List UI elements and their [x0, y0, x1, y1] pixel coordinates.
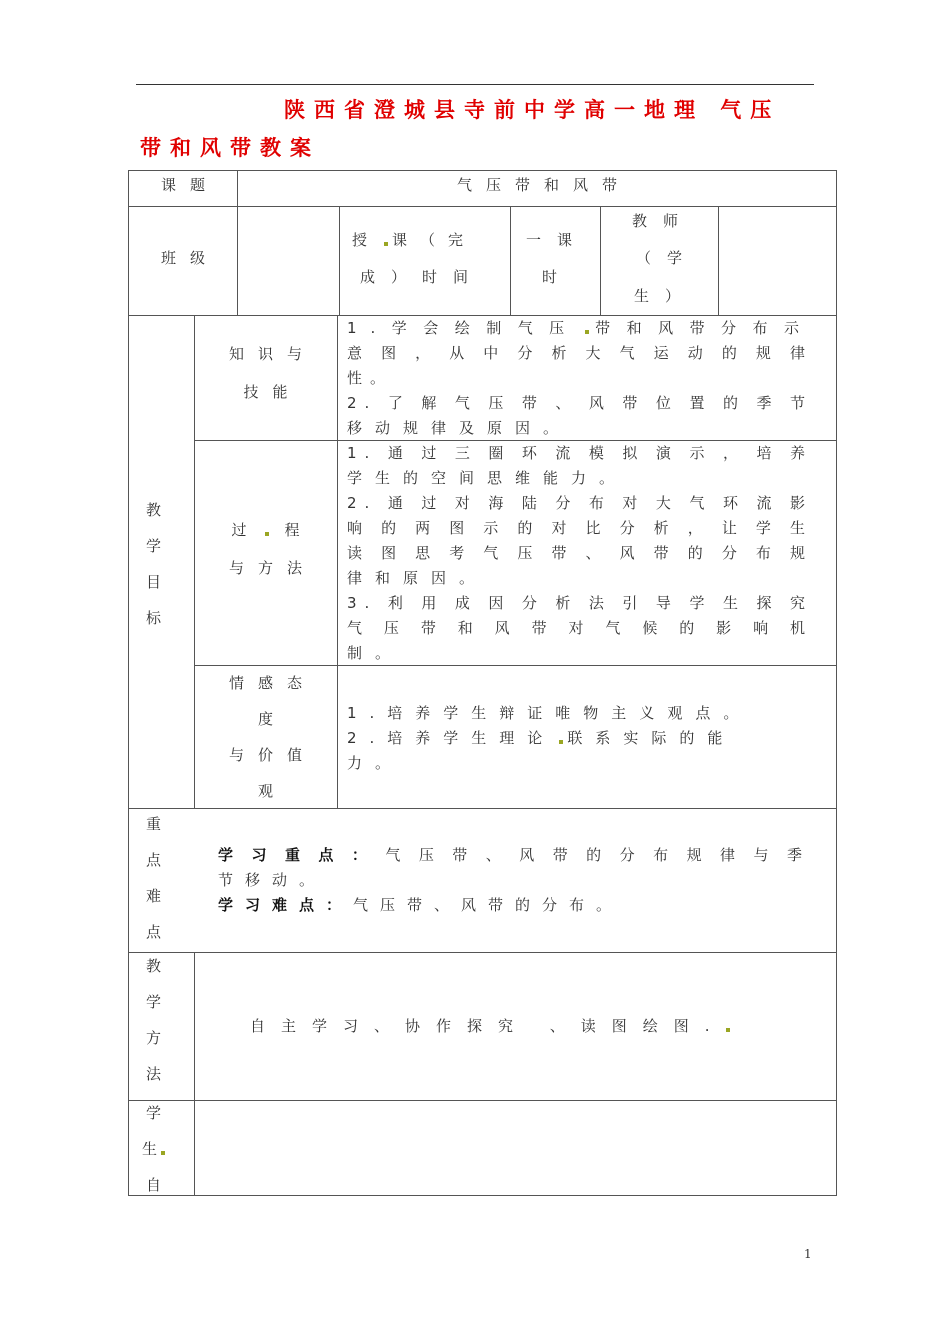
time-label-part-2: 课（完 — [392, 231, 477, 249]
knowledge-content — [347, 316, 813, 441]
method-label-char: 方 — [145, 1029, 161, 1047]
process-label-line-2: 与方法 — [228, 559, 316, 577]
class-label: 班级 — [160, 249, 219, 267]
teacher-line-2: （学 — [636, 249, 699, 267]
process-line: 制。 — [347, 644, 404, 662]
key-points-content — [218, 843, 814, 918]
process-line: 读图思考气压带、风带的分布规 — [347, 544, 813, 562]
difficult-point-line — [218, 893, 814, 918]
difficult-point-label: 学习难点： — [218, 896, 354, 914]
student-label — [128, 1095, 179, 1203]
goals-label-char: 教 — [145, 501, 161, 519]
process-line: 1.通过三圈环流模拟演示，培养 — [347, 444, 813, 462]
top-rule — [136, 84, 814, 85]
process-label-line-1 — [194, 518, 337, 543]
margin-mark — [559, 740, 563, 744]
goals-label-char: 目 — [145, 573, 161, 591]
margin-mark — [585, 330, 589, 334]
emotion-line: 力。 — [347, 754, 404, 772]
method-label-char: 法 — [145, 1065, 161, 1083]
goals-label-char: 标 — [145, 609, 161, 627]
key-points-label-char: 点 — [145, 923, 161, 941]
process-line: 学生的空间思维能力。 — [347, 469, 628, 487]
topic-value: 气压带和风带 — [456, 176, 631, 194]
emotion-label — [194, 665, 337, 809]
student-label-text: 生 — [141, 1140, 157, 1158]
margin-mark — [161, 1151, 165, 1155]
process-label-text: 程 — [284, 521, 314, 539]
knowledge-label-line-2: 技能 — [243, 383, 302, 401]
method-label-char: 学 — [145, 993, 161, 1011]
process-line: 气压带和风带对气候的影响机 — [347, 619, 813, 637]
emotion-text: 联系实际的能 — [567, 729, 736, 747]
method-label — [128, 948, 179, 1092]
emotion-label-line: 观 — [257, 782, 287, 800]
margin-mark — [265, 532, 269, 536]
topic-label: 课题 — [160, 176, 219, 194]
hours-line-1: 一课 — [526, 231, 589, 249]
document-title-line-2: 带和风带教案 — [140, 136, 320, 160]
emotion-label-line: 与价值 — [228, 746, 316, 764]
knowledge-line — [347, 316, 813, 341]
teacher-line-3: 生） — [634, 287, 697, 305]
method-label-char: 教 — [145, 957, 161, 975]
method-text — [250, 1014, 810, 1039]
key-points-label — [128, 806, 179, 950]
method-text-part: 、读图绘图. — [549, 1017, 726, 1035]
student-label-char — [128, 1131, 179, 1167]
time-label-part-1: 授 — [352, 231, 381, 249]
process-line: 3.利用成因分析法引导学生探究 — [347, 594, 813, 612]
knowledge-text: 1.学会绘制气压 — [347, 319, 581, 337]
emotion-text: 2.培养学生理论 — [347, 729, 556, 747]
process-line: 2.通过对海陆分布对大气环流影 — [347, 494, 813, 512]
key-point-text: 气压带、风带的分布规律与季 — [385, 846, 814, 864]
key-point-line: 节移动。 — [218, 871, 327, 889]
goals-label — [128, 492, 179, 636]
process-line: 律和原因。 — [347, 569, 488, 587]
emotion-content — [347, 701, 813, 776]
teacher-line-1: 教师 — [632, 212, 695, 230]
emotion-line: 1.培养学生辩证唯物主义观点。 — [347, 704, 752, 722]
key-points-label-char: 难 — [145, 887, 161, 905]
hours-line-2: 时 — [542, 268, 572, 286]
knowledge-line: 性。 — [347, 369, 394, 387]
time-label-line-2: 成）时间 — [360, 268, 485, 286]
process-label-text: 过 — [231, 521, 261, 539]
margin-mark — [726, 1028, 730, 1032]
time-label — [352, 228, 502, 253]
emotion-line — [347, 726, 813, 751]
key-points-label-char: 点 — [145, 851, 161, 869]
margin-mark — [384, 242, 388, 246]
document-title-line-1: 陕西省澄城县寺前中学高一地理 气压 — [284, 98, 781, 122]
student-label-char: 自 — [145, 1176, 161, 1194]
knowledge-label-line-1: 知识与 — [228, 345, 316, 363]
student-label-char: 学 — [145, 1104, 161, 1122]
process-content — [347, 441, 813, 666]
key-point-line — [218, 843, 814, 868]
goals-label-char: 学 — [145, 537, 161, 555]
key-points-label-char: 重 — [145, 815, 161, 833]
knowledge-text: 带和风带分布示 — [592, 319, 813, 337]
knowledge-line: 2.了解气压带、风带位置的季节 — [347, 394, 813, 412]
process-line: 响的两图示的对比分析，让学生 — [347, 519, 813, 537]
emotion-label-line: 情感态 — [228, 674, 316, 692]
emotion-label-line: 度 — [257, 710, 287, 728]
key-point-label: 学习重点： — [218, 846, 386, 864]
difficult-point-text: 气压带、风带的分布。 — [353, 896, 624, 914]
page-number: 1 — [804, 1247, 812, 1261]
knowledge-line: 移动规律及原因。 — [347, 419, 572, 437]
method-text-part: 自主学习、协作探究 — [250, 1017, 530, 1035]
knowledge-line: 意图，从中分析大气运动的规律 — [347, 344, 813, 362]
